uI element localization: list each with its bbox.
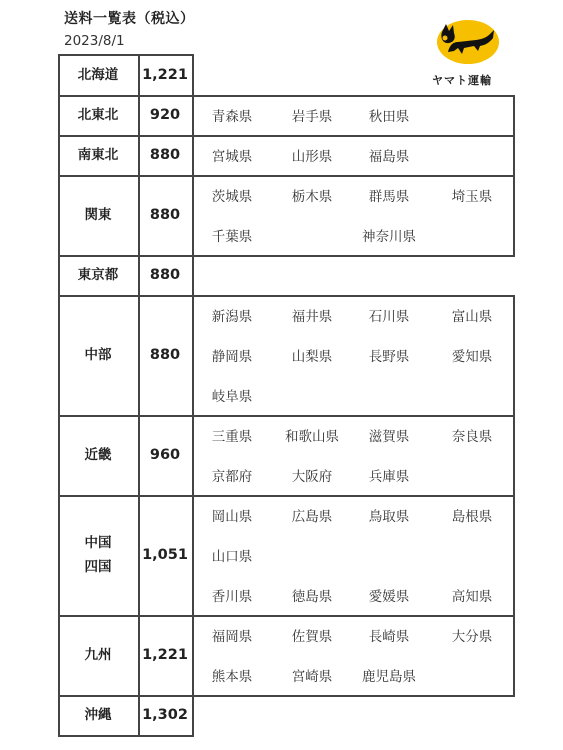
column-border xyxy=(513,95,515,137)
prefecture-name: 宮崎県 xyxy=(291,669,333,685)
prefecture-name: 鳥取県 xyxy=(368,509,410,525)
prefecture-name: 新潟県 xyxy=(211,309,253,325)
prefecture-name: 秋田県 xyxy=(368,109,410,125)
column-border xyxy=(192,255,194,295)
prefecture-name: 長野県 xyxy=(368,349,410,365)
prefecture-name: 奈良県 xyxy=(451,429,493,445)
prefecture-name: 長崎県 xyxy=(368,629,410,645)
prefecture-name: 青森県 xyxy=(211,109,253,125)
region-name-line: 南東北 xyxy=(77,147,119,163)
prefecture-name: 大阪府 xyxy=(291,469,333,485)
column-border xyxy=(513,175,515,257)
prefecture-name: 千葉県 xyxy=(211,229,253,245)
prefecture-name: 熊本県 xyxy=(211,669,253,685)
column-border xyxy=(513,295,515,417)
region-price: 960 xyxy=(149,447,181,463)
region-name xyxy=(58,695,138,735)
prefecture-name: 山梨県 xyxy=(291,349,333,365)
region-price: 1,051 xyxy=(142,547,188,563)
prefecture-name: 石川県 xyxy=(368,309,410,325)
region-price: 880 xyxy=(149,207,181,223)
region-name xyxy=(58,295,138,415)
prefecture-name: 岐阜県 xyxy=(211,389,253,405)
column-border xyxy=(192,54,194,95)
column-border xyxy=(192,695,194,735)
prefecture-name: 佐賀県 xyxy=(291,629,333,645)
prefecture-name: 栃木県 xyxy=(291,189,333,205)
region-name-line: 中部 xyxy=(84,347,112,363)
date-label: 2023/8/1 xyxy=(64,33,125,49)
prefecture-name: 富山県 xyxy=(451,309,493,325)
region-name xyxy=(58,415,138,495)
region-name-line: 北海道 xyxy=(77,66,119,83)
region-name xyxy=(58,54,138,95)
prefecture-name: 滋賀県 xyxy=(368,429,410,445)
region-price: 880 xyxy=(149,267,181,283)
prefecture-name: 島根県 xyxy=(451,509,493,525)
region-name-line: 沖縄 xyxy=(84,707,112,723)
prefecture-name: 徳島県 xyxy=(291,589,333,605)
region-price: 1,302 xyxy=(142,707,188,723)
region-price: 880 xyxy=(149,347,181,363)
region-price: 920 xyxy=(149,107,181,123)
region-name-line: 四国 xyxy=(84,559,112,575)
column-border xyxy=(513,615,515,697)
prefecture-name: 福島県 xyxy=(368,149,410,165)
region-name xyxy=(58,495,138,615)
page-title: 送料一覧表（税込） xyxy=(64,11,195,27)
prefecture-name: 群馬県 xyxy=(368,189,410,205)
prefecture-name: 愛媛県 xyxy=(368,589,410,605)
region-name xyxy=(58,135,138,175)
region-price: 1,221 xyxy=(142,647,188,663)
prefecture-name: 三重県 xyxy=(211,429,253,445)
region-price: 1,221 xyxy=(142,66,188,83)
column-border xyxy=(513,415,515,497)
region-name-line: 北東北 xyxy=(77,107,119,123)
region-name-line: 東京都 xyxy=(77,267,119,283)
region-name xyxy=(58,175,138,255)
region-name xyxy=(58,95,138,135)
prefecture-name: 高知県 xyxy=(451,589,493,605)
region-name-line: 九州 xyxy=(84,647,112,663)
region-name xyxy=(58,255,138,295)
column-border xyxy=(513,135,515,177)
prefecture-name: 山口県 xyxy=(211,549,253,565)
prefecture-name: 福井県 xyxy=(291,309,333,325)
region-name-line: 関東 xyxy=(84,207,112,223)
prefecture-name: 和歌山県 xyxy=(285,429,339,445)
prefecture-name: 神奈川県 xyxy=(362,229,416,245)
prefecture-name: 香川県 xyxy=(211,589,253,605)
prefecture-name: 宮城県 xyxy=(211,149,253,165)
logo-text: ヤマト運輸 xyxy=(432,74,492,87)
prefecture-name: 山形県 xyxy=(291,149,333,165)
prefecture-name: 埼玉県 xyxy=(451,189,493,205)
region-name-line: 近畿 xyxy=(84,447,112,463)
prefecture-name: 愛知県 xyxy=(451,349,493,365)
prefecture-name: 大分県 xyxy=(451,629,493,645)
prefecture-name: 岡山県 xyxy=(211,509,253,525)
prefecture-name: 静岡県 xyxy=(211,349,253,365)
prefecture-name: 兵庫県 xyxy=(368,469,410,485)
region-name-line: 中国 xyxy=(84,535,112,551)
region-price: 880 xyxy=(149,147,181,163)
prefecture-name: 福岡県 xyxy=(211,629,253,645)
prefecture-name: 鹿児島県 xyxy=(362,669,416,685)
prefecture-name: 岩手県 xyxy=(291,109,333,125)
prefecture-name: 京都府 xyxy=(211,469,253,485)
region-name xyxy=(58,615,138,695)
column-border xyxy=(513,495,515,617)
prefecture-name: 広島県 xyxy=(291,509,333,525)
row-border xyxy=(58,735,194,737)
prefecture-name: 茨城県 xyxy=(211,189,253,205)
